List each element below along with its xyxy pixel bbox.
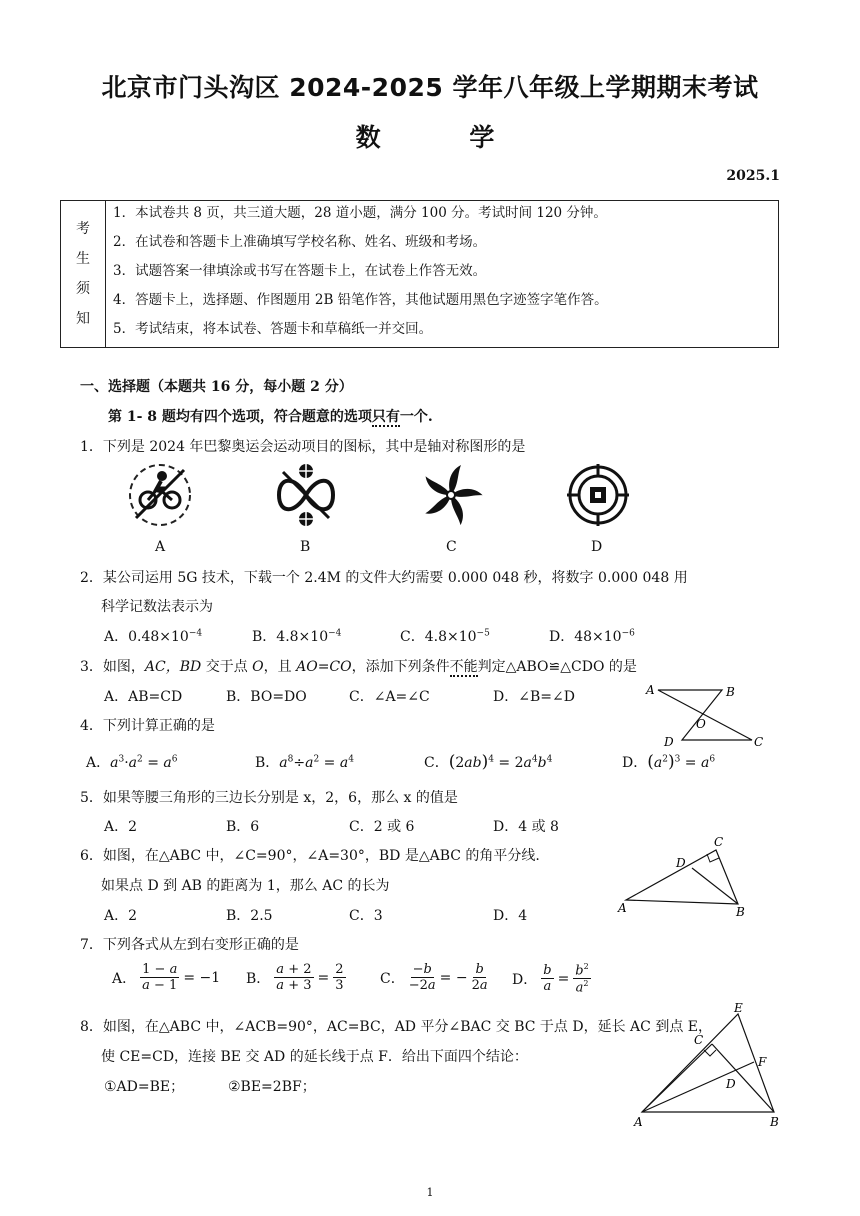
q6-option-d: D．4 — [493, 908, 528, 924]
note-emphasis: 只有 — [371, 409, 400, 425]
q8-figure — [628, 1000, 788, 1132]
note-suffix: 一个. — [399, 409, 433, 425]
q5-option-a: A．2 — [104, 819, 138, 835]
pinwheel-pictogram-icon — [418, 462, 484, 528]
q4-option-d-label: D． — [622, 755, 648, 771]
q7-option-d: D． b a = $b^2$ $a^2$ — [512, 962, 589, 996]
q2-option-d — [549, 626, 635, 646]
note-prefix: 第 1- 8 题均有四个选项，符合题意的选项 — [108, 409, 372, 425]
notice-label-char: 生 — [76, 251, 90, 267]
q6-fig-label-d: D — [676, 856, 686, 870]
question-2-line2: 科学记数法表示为 — [101, 599, 213, 615]
question-7: 7．下列各式从左到右变形正确的是 — [80, 937, 299, 953]
cycling-pictogram-icon — [128, 462, 192, 528]
exam-title: 北京市门头沟区 2024-2025 学年八年级上学期期末考试 — [101, 73, 759, 102]
question-1: 1．下列是 2024 年巴黎奥运会运动项目的图标，其中是轴对称图形的是 — [80, 439, 526, 455]
q5-option-b: B．6 — [226, 819, 260, 835]
q6-option-b: B．2.5 — [226, 908, 273, 924]
q6-option-a: A．2 — [104, 908, 138, 924]
notice-item: 5．考试结束，将本试卷、答题卡和草稿纸一并交回。 — [113, 321, 433, 337]
q2-option-b-exp: −4 — [328, 628, 342, 639]
q6-option-c: C．3 — [349, 908, 383, 924]
notice-label-char: 知 — [76, 311, 90, 327]
q4-option-b: B．$a^8\div a^2 = a^4$ — [255, 754, 354, 771]
q4-option-a: A．$a^3\cdot a^2 = a^6$ — [86, 754, 178, 771]
question-6-line2: 如果点 D 到 AB 的距离为 1，那么 AC 的长为 — [101, 878, 390, 894]
question-8-line2: 使 CE=CD，连接 BE 交 AD 的延长线于点 F．给出下面四个结论： — [101, 1049, 528, 1065]
question-8-line1: 8．如图，在△ABC 中，∠ACB=90°，AC=BC，AD 平分∠BAC 交 BC 于点 D，延长 AC 到点 E， — [80, 1019, 712, 1035]
q3-part: ，添加下列条件 — [351, 659, 450, 675]
q7-option-a: A． 1 − a a − 1 = −1 — [112, 962, 221, 993]
q2-option-d-exp: −6 — [621, 628, 635, 639]
q3-part: ，且 — [263, 659, 297, 675]
q8-fig-label-a: A — [634, 1115, 643, 1129]
q5-option-c: C．2 或 6 — [349, 819, 415, 835]
q3-part: 3．如图， — [80, 659, 145, 675]
q3-emphasis: 不能 — [449, 659, 478, 675]
target-pictogram-icon — [565, 462, 631, 528]
notice-items — [113, 203, 608, 348]
subject-title: 数 学 — [355, 123, 535, 152]
q1-label-d: D — [591, 539, 603, 555]
q3-fig-label-d: D — [664, 735, 674, 749]
q3-option-a: A．AB=CD — [104, 689, 183, 705]
notice-label-char: 须 — [76, 281, 90, 297]
q8-fig-label-d: D — [726, 1077, 736, 1091]
q2-option-a-base: A．0.48×10 — [104, 629, 189, 645]
q3-fig-label-b: B — [726, 685, 735, 699]
q4-option-a-label: A． — [86, 755, 111, 771]
q1-label-a: A — [155, 539, 166, 555]
q2-option-a — [104, 626, 202, 646]
q7-option-c-label: C． — [380, 970, 405, 987]
q2-option-a-exp: −4 — [188, 628, 203, 639]
q5-option-d: D．4 或 8 — [493, 819, 559, 835]
q2-option-b-base: B．4.8×10 — [252, 629, 329, 645]
q6-fig-label-c: C — [714, 835, 724, 849]
q3-fig-label-c: C — [754, 735, 764, 749]
q4-option-d: D．$(a^2)^3 = a^6$ — [622, 752, 716, 772]
q6-fig-label-a: A — [618, 901, 627, 915]
q3-fig-label-a: A — [646, 683, 655, 697]
notice-label — [61, 201, 106, 347]
q7-option-b-label: B． — [246, 970, 271, 987]
q3-part: 判定△ABO≌△CDO 的是 — [477, 659, 637, 675]
q1-label-c: C — [446, 539, 457, 555]
q6-figure — [612, 834, 752, 920]
q6-fig-label-b: B — [736, 905, 745, 919]
q4-option-c: C．$(2ab)^4 = 2a^4b^4$ — [424, 752, 553, 772]
q8-fig-label-e: E — [734, 1001, 743, 1015]
notice-item: 4．答题卡上，选择题、作图题用 2B 铅笔作答，其他试题用黑色字迹签字笔作答。 — [113, 292, 608, 308]
q3-fig-label-o: O — [696, 717, 706, 731]
notice-item: 3．试题答案一律填涂或书写在答题卡上，在试卷上作答无效。 — [113, 263, 487, 279]
q8-conclusion-1: ①AD=BE； — [104, 1079, 185, 1095]
q4-option-c-label: C． — [424, 755, 449, 771]
exam-date: 2025.1 — [726, 168, 780, 184]
q2-option-d-base: D．48×10 — [549, 629, 622, 645]
q3-part: 交于点 — [201, 659, 253, 675]
section-note — [108, 406, 433, 426]
q2-option-c — [400, 626, 490, 646]
question-2-line1: 2．某公司运用 5G 技术，下载一个 2.4M 的文件大约需要 0.000 048 秒，将数字 0.000 048 用 — [80, 570, 688, 586]
basketball-pictogram-icon — [273, 462, 339, 528]
q3-part: O — [252, 659, 264, 675]
notice-label-char: 考 — [76, 221, 90, 237]
q8-fig-label-f: F — [758, 1055, 767, 1069]
q7-option-d-label: D． — [512, 971, 538, 988]
q3-part: AC，BD — [144, 659, 202, 675]
q7-option-c: C． −b −2a = − b 2a — [380, 962, 488, 993]
notice-box — [60, 200, 779, 348]
question-4: 4．下列计算正确的是 — [80, 718, 215, 734]
question-5: 5．如果等腰三角形的三边长分别是 x，2，6，那么 x 的值是 — [80, 790, 458, 806]
question-3 — [80, 656, 637, 676]
q8-fig-label-c: C — [694, 1033, 704, 1047]
q3-part: AO=CO — [296, 659, 352, 675]
q8-conclusion-2: ②BE=2BF； — [228, 1079, 316, 1095]
section-heading: 一、选择题（本题共 16 分，每小题 2 分） — [80, 379, 353, 395]
q7-option-b: B． a + 2 a + 3 = 2 3 — [246, 962, 344, 993]
q3-figure — [640, 680, 770, 752]
q2-option-c-base: C．4.8×10 — [400, 629, 477, 645]
q3-option-c: C．∠A=∠C — [349, 689, 430, 705]
q8-fig-label-b: B — [770, 1115, 779, 1129]
q2-option-b — [252, 626, 341, 646]
notice-item: 2．在试卷和答题卡上准确填写学校名称、姓名、班级和考场。 — [113, 234, 487, 250]
page-number: 1 — [426, 1186, 434, 1199]
notice-item: 1．本试卷共 8 页，共三道大题，28 道小题，满分 100 分。考试时间 120 分钟。 — [113, 205, 607, 221]
q7-option-a-label: A． — [112, 970, 137, 987]
q4-option-b-label: B． — [255, 755, 280, 771]
q3-option-b: B．BO=DO — [226, 689, 307, 705]
question-6-line1: 6．如图，在△ABC 中，∠C=90°，∠A=30°，BD 是△ABC 的角平分线. — [80, 848, 540, 864]
q1-label-b: B — [300, 539, 311, 555]
q3-option-d: D．∠B=∠D — [493, 689, 575, 705]
q2-option-c-exp: −5 — [476, 628, 490, 639]
